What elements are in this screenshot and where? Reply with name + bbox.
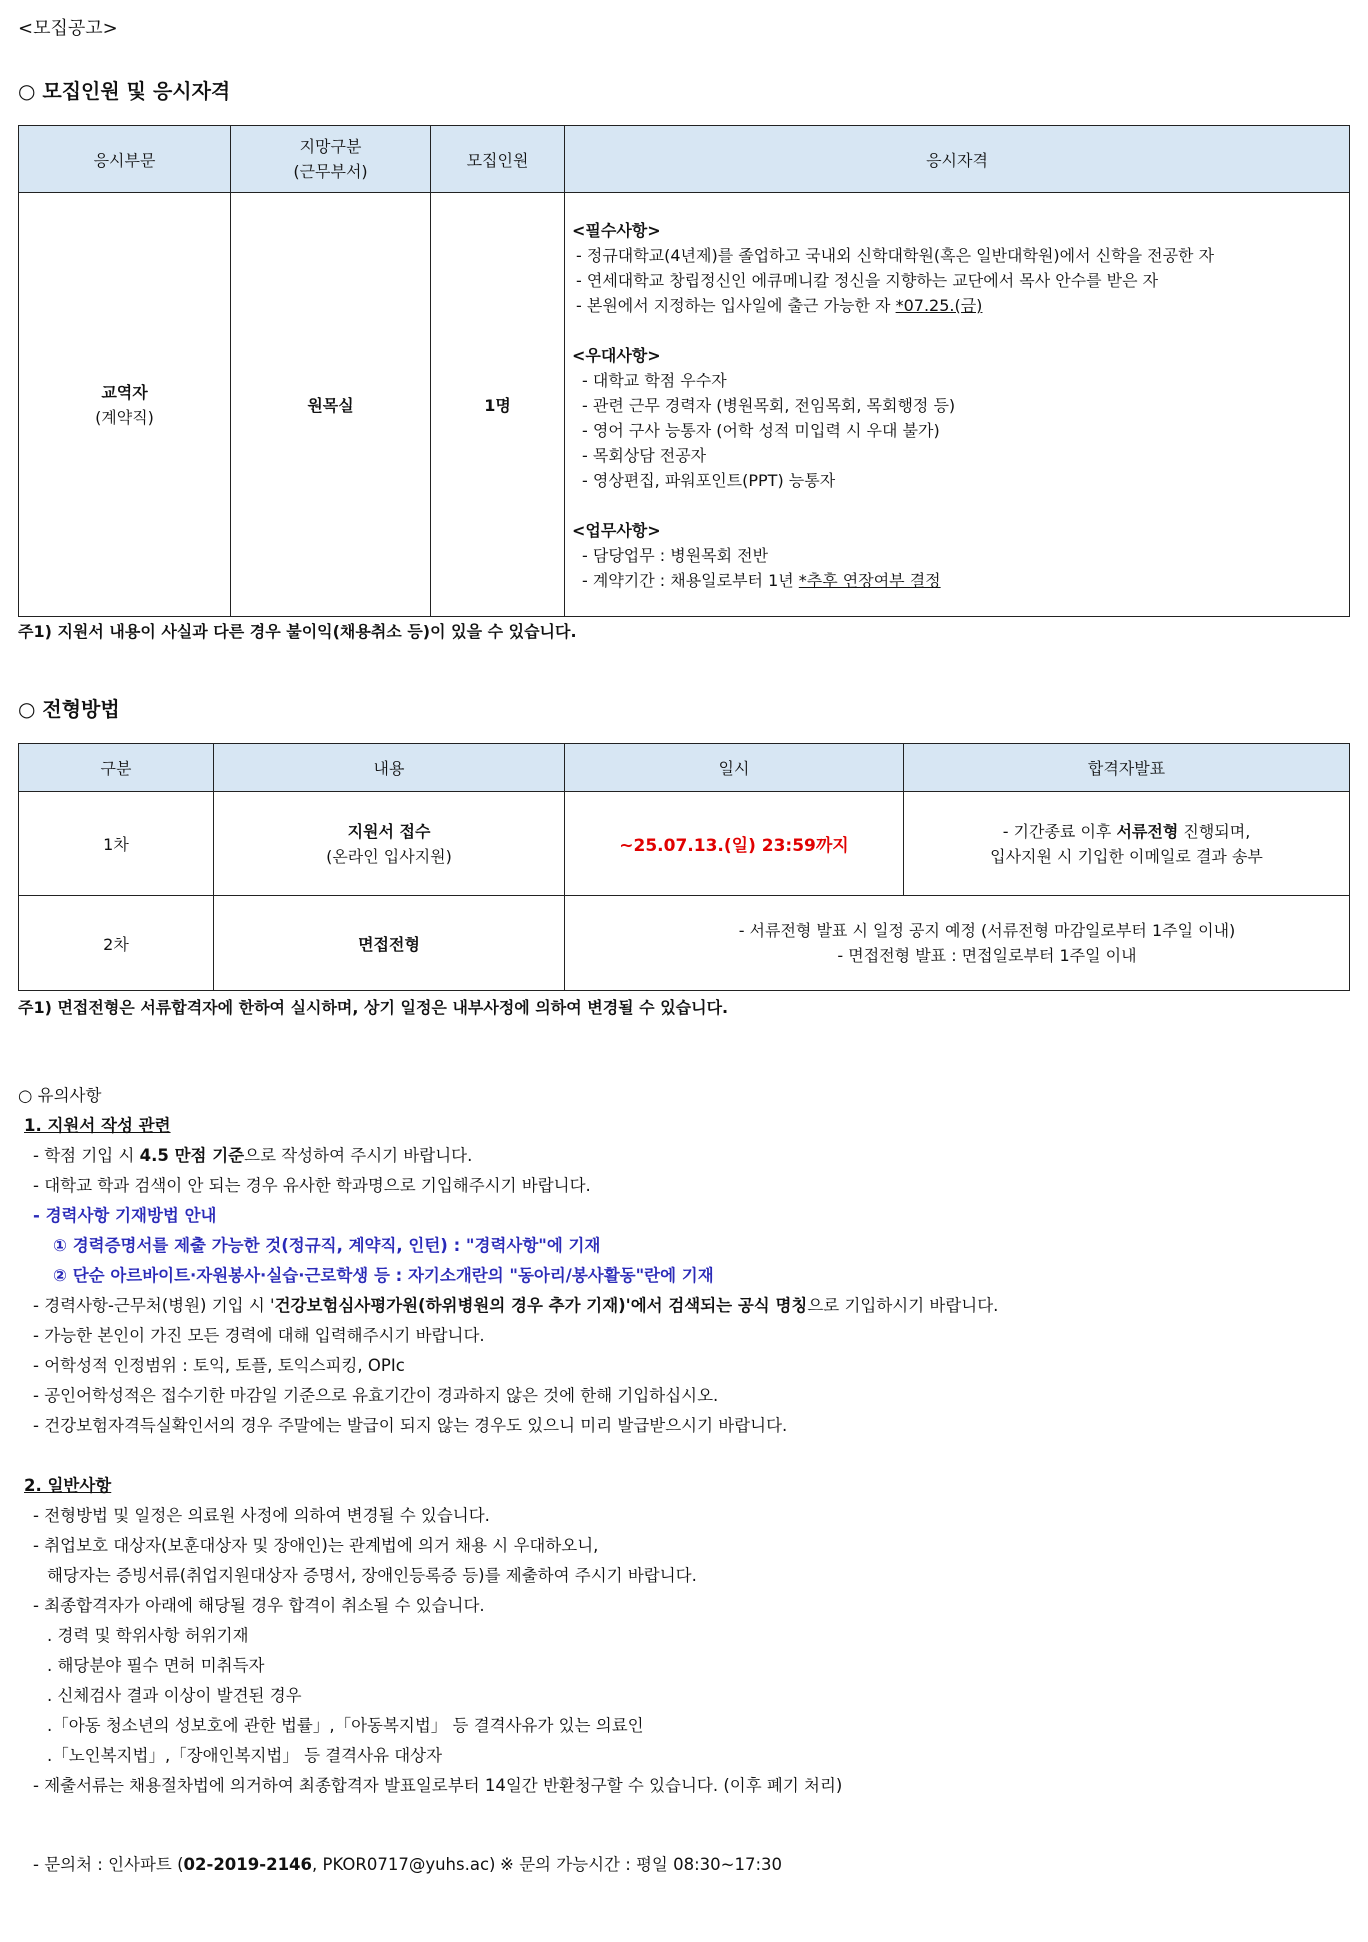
stage-cell: 1차 (19, 792, 214, 896)
note-line: - 가능한 본인이 가진 모든 경력에 대해 입력해주시기 바랍니다. (33, 1326, 485, 1345)
note-line: - 제출서류는 채용절차법에 의거하여 최종합격자 발표일로부터 14일간 반환청구할 수 있습니다. (이후 폐기 처리) (33, 1776, 843, 1795)
note-line: - 대학교 학과 검색이 안 되는 경우 유사한 학과명으로 기입해주시기 바랍니다. (33, 1176, 591, 1195)
section-title-notes: ○ 유의사항 (18, 1086, 102, 1105)
contact-hours: ※ 문의 가능시간 : 평일 08:30~17:30 (500, 1855, 783, 1874)
start-date-note: *07.25.(금) (895, 296, 983, 315)
contact-phone: 02-2019-2146 (183, 1855, 313, 1874)
note-line: .「노인복지법」,「장애인복지법」 등 결격사유 대상자 (47, 1746, 443, 1765)
table-header-row (19, 126, 1350, 193)
career-guide-item: ① 경력증명서를 제출 가능한 것(정규직, 계약직, 인턴) : "경력사항"에 기재 (53, 1236, 601, 1255)
note-line: - 건강보험자격득실확인서의 경우 주말에는 발급이 되지 않는 경우도 있으니 미리 발급받으시기 바랍니다. (33, 1416, 788, 1435)
career-guide-title: - 경력사항 기재방법 안내 (33, 1206, 217, 1225)
preferred-title: <우대사항> (572, 346, 661, 365)
table-header-row (19, 744, 1350, 792)
subheading-general: 2. 일반사항 (24, 1476, 112, 1495)
note-line: - 취업보호 대상자(보훈대상자 및 장애인)는 관계법에 의거 채용 시 우대하오니, (33, 1536, 599, 1555)
extension-note: *추후 연장여부 결정 (798, 571, 941, 590)
note-line: - 공인어학성적은 접수기한 마감일 기준으로 유효기간이 경과하지 않은 것에 한해 기입하십시오. (33, 1386, 719, 1405)
col-header-qualification: 응시자격 (565, 126, 1350, 193)
office-cell: 원목실 (231, 193, 431, 617)
note-line: . 해당분야 필수 면허 미취득자 (47, 1656, 265, 1675)
qualification-cell: <필수사항> - 정규대학교(4년제)를 졸업하고 국내외 신학대학원(혹은 일반대학원)에서 신학을 전공한 자 - 연세대학교 창립정신인 에큐메니칼 정신을 지향하는 교단에서 목사 안수를 받은 자 - 본원에서 지정하는 입사일에 출근 가능한 자 *07.25.(금) <우대사항> - 대학교 학점 우수자 - 관련 근무 경력자 (병원목회, 전임목회, 목회행정 등) - 영어 구사 능통자 (어학 성적 미입력 시 우대 불가) - 목회상담 전공자 - 영상편집, 파워포인트(PPT) 능통자 <업무사항> - 담당업무 : 병원목회 전반 - 계약기간 : 채용일로부터 1년 *추후 연장여부 결정 (565, 193, 1350, 617)
section2-footnote: 주1) 면접전형은 서류합격자에 한하여 실시하며, 상기 일정은 내부사정에 의하여 변경될 수 있습니다. (18, 998, 729, 1017)
contact-line: - 문의처 : 인사파트 (02-2019-2146, PKOR0717@yuhs.ac) (33, 1855, 496, 1874)
note-line: - 어학성적 인정범위 : 토익, 토플, 토익스피킹, OPIc (33, 1356, 405, 1375)
note-line: - 학점 기입 시 4.5 만점 기준으로 작성하여 주시기 바랍니다. (33, 1146, 473, 1165)
notice-header: <모집공고> (18, 18, 118, 39)
section-title-selection: ○ 전형방법 (18, 697, 120, 721)
count-cell: 1명 (431, 193, 565, 617)
note-line: 해당자는 증빙서류(취업지원대상자 증명서, 장애인등록증 등)를 제출하여 주시기 바랍니다. (47, 1566, 697, 1585)
required-title: <필수사항> (572, 221, 661, 240)
col-header-count: 모집인원 (431, 126, 565, 193)
note-line: - 전형방법 및 일정은 의료원 사정에 의하여 변경될 수 있습니다. (33, 1506, 490, 1525)
section-title-recruitment: ○ 모집인원 및 응시자격 (18, 79, 231, 103)
section1-footnote: 주1) 지원서 내용이 사실과 다른 경우 불이익(채용취소 등)이 있을 수 있습니다. (18, 622, 577, 641)
deadline-cell: ~25.07.13.(일) 23:59까지 (565, 792, 904, 896)
announcement-cell: - 기간종료 이후 서류전형 진행되며, 입사지원 시 기입한 이메일로 결과 송부 (904, 792, 1350, 896)
interview-info-cell: - 서류전형 발표 시 일정 공지 예정 (서류전형 마감일로부터 1주일 이내) - 면접전형 발표 : 면접일로부터 1주일 이내 (565, 896, 1350, 991)
subheading-application: 1. 지원서 작성 관련 (24, 1116, 171, 1135)
col-header-content: 내용 (214, 744, 565, 792)
note-line: . 신체검사 결과 이상이 발견된 경우 (47, 1686, 302, 1705)
col-header-office: 지망구분 (근무부서) (231, 126, 431, 193)
career-guide-item: ② 단순 아르바이트·자원봉사·실습·근로학생 등 : 자기소개란의 "동아리/봉사활동"란에 기재 (53, 1266, 714, 1285)
dept-cell: 교역자 (계약직) (19, 193, 231, 617)
table-row (19, 896, 1350, 991)
recruitment-table (18, 125, 1350, 617)
col-header-date: 일시 (565, 744, 904, 792)
note-line: - 경력사항-근무처(병원) 기입 시 '건강보험심사평가원(하위병원의 경우 추가 기재)'에서 검색되는 공식 명칭으로 기입하시기 바랍니다. (33, 1296, 999, 1315)
selection-table (18, 743, 1350, 991)
table-row (19, 193, 1350, 617)
table-row (19, 792, 1350, 896)
note-line: - 최종합격자가 아래에 해당될 경우 합격이 취소될 수 있습니다. (33, 1596, 485, 1615)
contact-email: , PKOR0717@yuhs.ac) (312, 1855, 496, 1874)
content-cell: 지원서 접수 (온라인 입사지원) (214, 792, 565, 896)
note-line: . 경력 및 학위사항 허위기재 (47, 1626, 249, 1645)
content-cell: 면접전형 (214, 896, 565, 991)
stage-cell: 2차 (19, 896, 214, 991)
col-header-announcement: 합격자발표 (904, 744, 1350, 792)
note-line: .「아동 청소년의 성보호에 관한 법률」,「아동복지법」 등 결격사유가 있는 의료인 (47, 1716, 644, 1735)
col-header-stage: 구분 (19, 744, 214, 792)
col-header-dept: 응시부문 (19, 126, 231, 193)
duties-title: <업무사항> (572, 521, 661, 540)
